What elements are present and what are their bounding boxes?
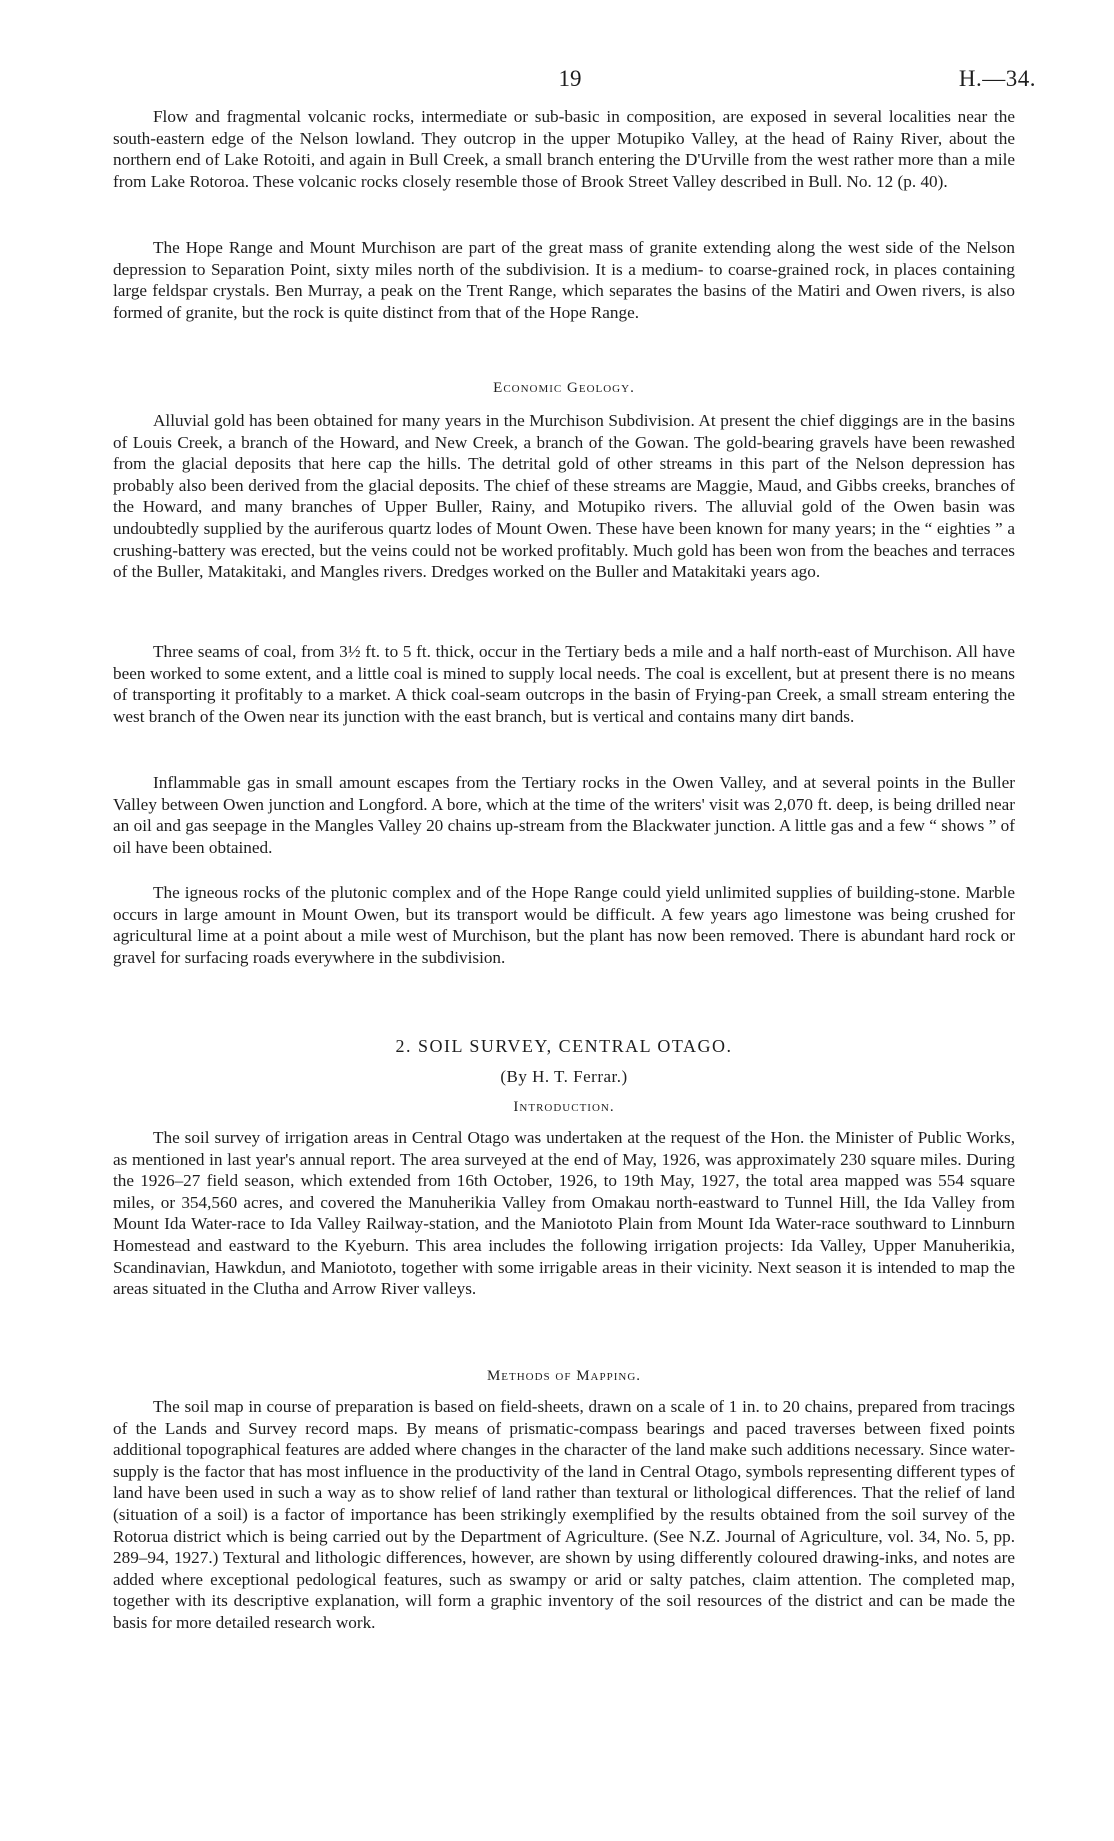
author-credit: (By H. T. Ferrar.) xyxy=(500,1067,628,1086)
methods-heading-block xyxy=(113,1368,1015,1385)
gold-paragraph-block xyxy=(113,410,1015,583)
granite-paragraph: The Hope Range and Mount Murchison are part of the great mass of granite extending along the west side of the Nelson depression to Separation Point, sixty miles north of the subdivision. It is a medium- to coarse-grained rock, in places containing large feldspar crystals. Ben Murray, a peak on the Trent Range, which separates the basins of the Matiri and Owen rivers, is also formed of granite, but the rock is quite distinct from that of the Hope Range. xyxy=(113,238,1015,322)
volcanic-rocks-paragraph: Flow and fragmental volcanic rocks, intermediate or sub-basic in composition, are exposed in several localities near the south-eastern edge of the Nelson lowland. They outcrop in the upper Motupiko Valley, at the head of Rainy River, about the northern end of Lake Rotoiti, and again in Bull Creek, a small branch entering the D'Urville from the west rather more than a mile from Lake Rotoroa. These volcanic rocks closely resemble those of Brook Street Valley described in Bull. No. 12 (p. 40). xyxy=(113,107,1015,191)
author-block xyxy=(113,1067,1015,1087)
soil-title-block xyxy=(113,1036,1015,1057)
document-reference: H.—34. xyxy=(958,66,1036,91)
methods-of-mapping-paragraph: The soil map in course of preparation is based on field-sheets, drawn on a scale of 1 in. to 20 chains, prepared from tracings of the Lands and Survey record maps. By means of prismatic-compass bearings and paced traverses between fixed points additional topographical features are added where changes in the character of the land make such additions necessary. Since water-supply is the factor that has most influence in the productivity of the land in Central Otago, symbols representing different types of land have been used in such a way as to show relief of land rather than textural or lithological differences. That the relief of land (situation of a soil) is a factor of importance has been strikingly exemplified by the results obtained from the soil survey of the Rotorua district which is being carried out by the Department of Agriculture. (See N.Z. Journal of Agriculture, vol. 34, No. 5, pp. 289–94, 1927.) Textural and lithologic differences, however, are shown by using differently coloured drawing-inks, and notes are added where exceptional pedological features, such as swampy or arid or salty patches, claim attention. The completed map, together with its descriptive explanation, will form a graphic inventory of the soil resources of the district and can be made the basis for more detailed research work. xyxy=(113,1397,1015,1632)
introduction-paragraph-block xyxy=(113,1127,1015,1300)
methods-paragraph-block xyxy=(113,1396,1015,1634)
coal-paragraph: Three seams of coal, from 3½ ft. to 5 ft. thick, occur in the Tertiary beds a mile and a half north-east of Murchison. All have been worked to some extent, and a little coal is mined to supply local needs. The coal is excellent, but at present there is no means of transporting it profitably to a market. A thick coal-seam outcrops in the basin of Frying-pan Creek, a small stream entering the west branch of the Owen near its junction with the east branch, but is vertical and contains many dirt bands. xyxy=(113,642,1015,726)
introduction-heading-block xyxy=(113,1099,1015,1116)
page-number: 19 xyxy=(558,66,582,91)
economic-geology-heading: Economic Geology. xyxy=(493,380,635,396)
volcanic-paragraph-block xyxy=(113,106,1015,192)
alluvial-gold-paragraph: Alluvial gold has been obtained for many years in the Murchison Subdivision. At present the chief diggings are in the basins of Louis Creek, a branch of the Howard, and New Creek, a branch of the Gowan. The gold-bearing gravels have been rewashed from the glacial deposits that here cap the hills. The detrital gold of other streams in this part of the Nelson depression has probably also been derived from the glacial deposits. The chief of these streams are Maggie, Maud, and Gibbs creeks, branches of the Howard, and many branches of Upper Buller, Rainy, and Motupiko rivers. The alluvial gold of the Owen basin was undoubtedly supplied by the auriferous quartz lodes of Mount Owen. These have been known for many years; in the “ eighties ” a crushing-battery was erected, but the veins could not be worked profitably. Much gold has been won from the beaches and terraces of the Buller, Matakitaki, and Mangles rivers. Dredges worked on the Buller and Matakitaki years ago. xyxy=(113,411,1015,582)
soil-survey-title: 2. SOIL SURVEY, CENTRAL OTAGO. xyxy=(395,1036,733,1056)
coal-paragraph-block xyxy=(113,641,1015,727)
gas-paragraph-block xyxy=(113,772,1015,858)
gas-paragraph: Inflammable gas in small amount escapes from the Tertiary rocks in the Owen Valley, and at several points in the Buller Valley between Owen junction and Longford. A bore, which at the time of the writers' visit was 2,070 ft. deep, is being drilled near an oil and gas seepage in the Mangles Valley 20 chains up-stream from the Blackwater junction. A little gas and a few “ shows ” of oil have been obtained. xyxy=(113,773,1015,857)
economic-heading-block xyxy=(113,380,1015,397)
introduction-paragraph: The soil survey of irrigation areas in Central Otago was undertaken at the request of the Hon. the Minister of Public Works, as mentioned in last year's annual report. The area surveyed at the end of May, 1926, was approximately 230 square miles. During the 1926–27 field season, which extended from 16th October, 1926, to 19th May, 1927, the total area mapped was 554 square miles, or 354,560 acres, and covered the Manuherikia Valley from Omakau north-eastward to Tunnel Hill, the Ida Valley from Mount Ida Water-race to Ida Valley Railway-station, and the Maniototo Plain from Mount Ida Water-race southward to Linnburn Homestead and eastward to the Kyeburn. This area includes the following irrigation projects: Ida Valley, Upper Manuherikia, Scandinavian, Hawkdun, and Maniototo, together with some irrigable areas in their vicinity. Next season it is intended to map the areas situated in the Clutha and Arrow River valleys. xyxy=(113,1128,1015,1299)
stone-paragraph-block xyxy=(113,882,1015,968)
methods-of-mapping-heading: Methods of Mapping. xyxy=(486,1368,642,1384)
introduction-heading: Introduction. xyxy=(513,1099,615,1115)
granite-paragraph-block xyxy=(113,237,1015,323)
building-stone-paragraph: The igneous rocks of the plutonic complex and of the Hope Range could yield unlimited supplies of building-stone. Marble occurs in large amount in Mount Owen, but its transport would be difficult. A few years ago limestone was being crushed for agricultural lime at a point about a mile west of Murchison, but the plant has now been removed. There is abundant hard rock or gravel for surfacing roads everywhere in the subdivision. xyxy=(113,883,1015,967)
